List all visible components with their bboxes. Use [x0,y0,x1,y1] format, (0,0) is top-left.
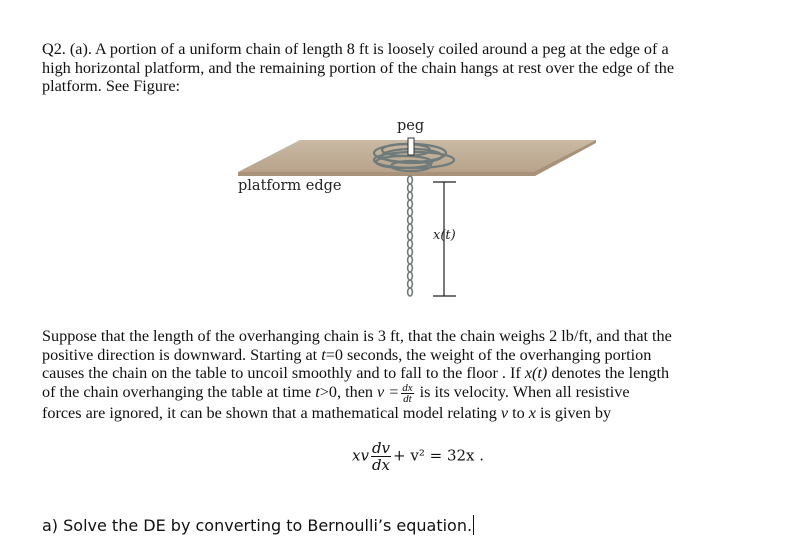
question-line: Q2. (a). A portion of a uniform chain of length 8 ft is loosely coiled around a peg at the edge of a [42,40,669,58]
x-of-t-label: x(t) [433,228,456,243]
task-text[interactable]: a) Solve the DE by converting to Bernoulli’s equation. [42,516,473,535]
question-line: platform. See Figure: [42,77,181,96]
peg-label: peg [397,118,425,134]
hanging-chain [408,176,413,296]
dv-dx-fraction: $\frac{dv}{dx}$ [371,439,391,474]
platform-edge-label: platform edge [238,178,342,194]
problem-line: forces are ignored, it can be shown that a mathematical model relating v to x is given by [42,403,612,422]
model-equation: xv $\frac{dv}{dx} + v^2 = 32x$ . [352,439,485,474]
peg [408,138,414,155]
question-line: high horizontal platform, and the remaining portion of the chain hangs at rest over the edge of the [42,58,675,77]
text-cursor [473,515,474,535]
dx-dt-fraction: $\frac{dx}{dt}$ [402,381,413,405]
problem-line: positive direction is downward. Starting at t=0 seconds, the weight of the overhanging portion [42,345,652,364]
problem-line: of the chain overhanging the table at time t>0, then v = $\frac{dx}{dt}$ is its velocity. When all resistive [42,381,630,405]
problem-line: Suppose that the length of the overhanging chain is 3 ft, that the chain weighs 2 lb/ft, and that the [42,327,672,345]
problem-line: causes the chain on the table to uncoil smoothly and to fall to the floor . If x(t) denotes the length [42,364,670,383]
problem-text [42,327,772,422]
